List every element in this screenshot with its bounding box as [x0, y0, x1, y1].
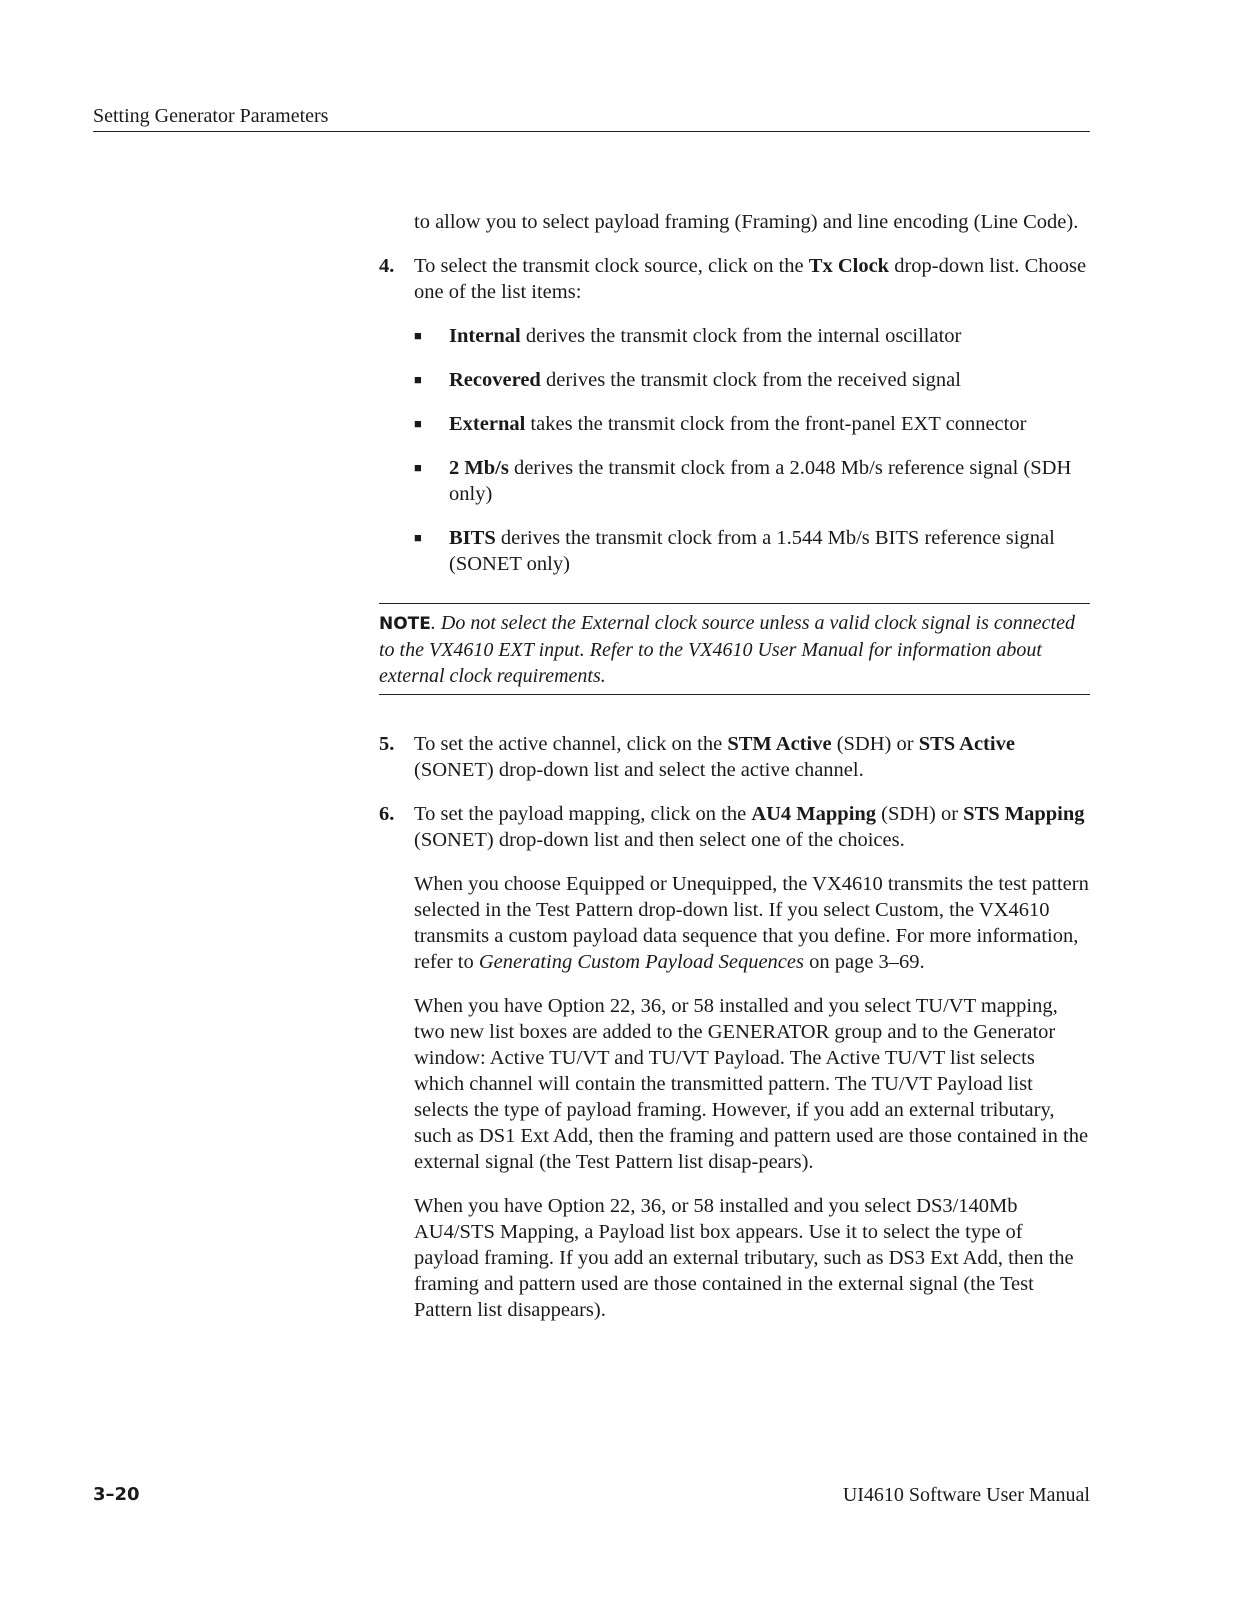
step-text: (SDH) or [876, 803, 964, 825]
step-5 [379, 731, 1090, 783]
step-4 [379, 253, 1090, 305]
list-item [414, 525, 1090, 577]
step-number: 5. [379, 733, 395, 755]
item-text: derives the transmit clock from the internal oscillator [520, 325, 962, 347]
step-number: 6. [379, 803, 395, 825]
stm-active-term: STM Active [727, 733, 832, 755]
step-text: (SDH) or [831, 733, 919, 755]
list-item [414, 367, 1090, 393]
step-6 [379, 801, 1090, 853]
item-text: takes the transmit clock from the front-panel EXT connector [525, 413, 1027, 435]
square-bullet-icon: ■ [414, 416, 422, 431]
step-text: To select the transmit clock source, click on the [414, 255, 809, 277]
step-text: (SONET) drop-down list and then select one of the choices. [414, 829, 905, 851]
note-box [379, 603, 1090, 695]
item-text: derives the transmit clock from a 1.544 Mb/s BITS reference signal (SONET only) [449, 527, 1055, 575]
note-text: . Do not select the External clock source unless a valid clock signal is connected to the VX4610 EXT input. Refer to the VX4610 User Manual for information about external clock requirements. [379, 612, 1075, 687]
step-body [414, 253, 1090, 305]
running-header: Setting Generator Parameters [93, 103, 1090, 132]
tu-vt-paragraph: When you have Option 22, 36, or 58 installed and you select TU/VT mapping, two new list boxes are added to the GENERATOR group and to the Generator window: Active TU/VT and TU/VT Payload. The Active TU/VT list selects which channel will contain the transmitted pattern. The TU/VT Payload list selects the type of payload framing. However, if you add an external tributary, such as DS1 Ext Add, then the framing and pattern used are those contained in the external signal (the Test Pattern list disap-pears). [414, 995, 1089, 1173]
tx-clock-term: Tx Clock [808, 255, 890, 277]
item-text: derives the transmit clock from the received signal [540, 369, 961, 391]
square-bullet-icon: ■ [414, 460, 422, 475]
item-text: derives the transmit clock from a 2.048 Mb/s reference signal (SDH only) [449, 457, 1072, 505]
square-bullet-icon: ■ [414, 530, 422, 545]
item-term: 2 Mb/s [449, 457, 509, 479]
item-term: External [449, 413, 526, 435]
step-text: To set the payload mapping, click on the [414, 803, 752, 825]
square-bullet-icon: ■ [414, 372, 422, 387]
list-item [414, 411, 1090, 437]
paragraph-text: When you choose Equipped or Unequipped, the VX4610 transmits the test pattern selected in the Test Pattern drop-down list. If you select Custom, the VX4610 transmits a custom payload data sequence that you define. For more information, refer to [414, 873, 1089, 973]
square-bullet-icon: ■ [414, 328, 422, 343]
page-number: 3–20 [93, 1484, 140, 1505]
page-content [379, 209, 1090, 1341]
item-term: BITS [449, 527, 496, 549]
list-item [414, 455, 1090, 507]
manual-title: UI4610 Software User Manual [842, 1484, 1090, 1506]
paragraph-text: on page 3–69. [803, 951, 925, 973]
au4-mapping-term: AU4 Mapping [751, 803, 877, 825]
list-item [414, 323, 1090, 349]
step-body [414, 801, 1090, 853]
step-text: To set the active channel, click on the [414, 733, 728, 755]
clock-source-list [414, 323, 1090, 577]
intro-paragraph: to allow you to select payload framing (Framing) and line encoding (Line Code). [414, 211, 1079, 233]
item-term: Recovered [449, 369, 541, 391]
sts-mapping-term: STS Mapping [963, 803, 1085, 825]
ds3-paragraph: When you have Option 22, 36, or 58 installed and you select DS3/140Mb AU4/STS Mapping, a Payload list box appears. Use it to select the type of payload framing. If you add an external tributary, such as DS3 Ext Add, then the framing and pattern used are those contained in the external signal (the Test Pattern list disappears). [414, 1195, 1074, 1321]
step-number: 4. [379, 255, 395, 277]
item-term: Internal [449, 325, 521, 347]
sts-active-term: STS Active [918, 733, 1015, 755]
cross-reference: Generating Custom Payload Sequences [478, 951, 804, 973]
equipped-paragraph [414, 871, 1090, 975]
step-text: drop-down list. Choose one of the list items: [414, 255, 1087, 303]
step-text: (SONET) drop-down list and select the active channel. [414, 759, 864, 781]
note-label: NOTE [379, 614, 431, 634]
step-body [414, 731, 1090, 783]
